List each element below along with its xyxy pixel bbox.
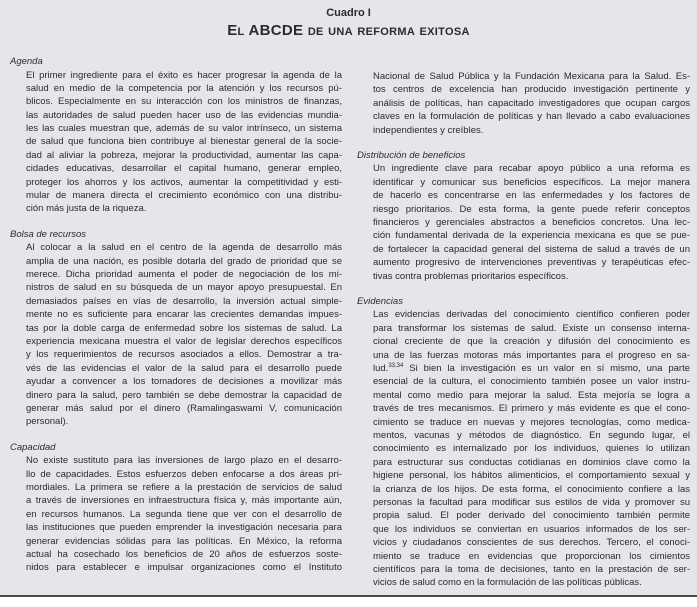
section-body [10, 241, 342, 428]
text-line: claves en la formulación de políticas y han llevado a cabo evaluaciones [373, 111, 690, 123]
box-title [0, 22, 697, 39]
text-line: mentos, vacunas y métodos de diagnóstico. En segundo lugar, el [373, 429, 690, 441]
title-part: de una reforma exitosa [307, 22, 470, 39]
text-line: Nacional de Salud Pública y la Fundación Mexicana para la Salud. Es- [373, 71, 690, 82]
box-label: Cuadro I [326, 7, 371, 19]
text-line: dad al aliviar la pobreza, mejorar la productividad, aumentar las capa- [26, 149, 342, 161]
title-part: El [227, 22, 245, 39]
section-heading: Distribución de beneficios [357, 149, 466, 161]
section-body [357, 308, 690, 589]
text-line: nistros de salud en su búsqueda de un mayor apoyo presupuestal. En [26, 282, 342, 294]
text-line: ción más justa de la riqueza. [26, 203, 147, 215]
text-line: para estructurar sus conductas cotidianas en dominios clave como la [373, 456, 690, 468]
text-fragment: Si bien la investigación es un valor en sí mismo, una parte [403, 363, 690, 375]
text-line: proteger los ahorros y los activos, aumentar la competitividad y esti- [26, 176, 342, 188]
text-line: personal). [26, 416, 69, 428]
text-line: Las evidencias derivadas del conocimiento científico confieren poder [373, 309, 690, 321]
text-line [373, 362, 690, 375]
text-line: blicos. Especialmente en su interacción con los ministros de finanzas, [26, 96, 342, 108]
section-body [10, 454, 342, 575]
text-line: financieros y gerenciales abstractos a beneficios concretos. Una lec- [373, 217, 690, 229]
text-fragment: lud. [373, 363, 389, 375]
text-line: dinero para la salud, pero también se debe demostrar la capacidad de [26, 389, 342, 401]
section-body [10, 69, 342, 216]
title-part: ABCDE [248, 22, 304, 39]
text-line: cimiento se traduce en nuevas y mejores tecnologías, como medica- [373, 416, 690, 428]
section [357, 70, 690, 137]
section-heading: Capacidad [10, 441, 56, 453]
text-line: El primer ingrediente para el éxito es hacer progresar la agenda de la [26, 69, 342, 81]
text-line: generar evidencias sólidas para las políticas. En México, la reforma [26, 535, 342, 547]
section-heading: Bolsa de recursos [10, 228, 87, 240]
text-line: vés de las evidencias el valor de la salud para el desarrollo puede [26, 362, 342, 374]
text-line: ayudar a convencer a los tomadores de decisiones a movilizar más [26, 376, 342, 388]
text-line: de salud que funciona bien contribuye al bienestar general de la socie- [26, 136, 342, 148]
section [10, 228, 342, 429]
text-line: higiene personal, los hábitos alimenticios, el comportamiento sexual y [373, 470, 690, 482]
text-line: riesgo prioritarios. De esta forma, la gente puede referir conceptos [373, 203, 690, 215]
text-line: mental como medio para mejorar la salud. Esta mejoría se logra a [373, 389, 690, 401]
text-line: que los individuos se conviertan en usuarios informados de los ser- [373, 523, 690, 535]
text-line: demasiados países en vías de desarrollo, la inversión actual simple- [26, 295, 342, 307]
text-line: la crianza de los hijos. De esta forma, el conocimiento confiere a las [373, 483, 690, 495]
text-line: científicos para la toma de decisiones, tanto en la prestación de ser- [373, 563, 690, 575]
section-body [357, 70, 690, 137]
citation-superscript: 33,34 [388, 363, 404, 370]
section [10, 441, 342, 575]
text-line: identificar y comunicar sus beneficios específicos. La mejor manera [373, 176, 690, 188]
text-line: conocimiento es internalizado por los individuos, quienes lo utilizan [373, 443, 690, 455]
section-heading: Agenda [10, 56, 43, 67]
text-line: vicios de salud como en la formulación de las políticas públicas. [373, 577, 642, 589]
text-line: través de tres mecanismos. El primero y más evidente es que el cono- [373, 403, 690, 415]
text-line: propia salud. El poder derivado del conocimiento también permite [373, 510, 690, 522]
text-line: las autoridades de salud pueden hacer uso de las evidencias mundia- [26, 109, 342, 121]
text-line: esencial de la cultura, el conocimiento también posee un valor instru- [373, 376, 690, 388]
section-body [357, 162, 690, 283]
text-line: No existe sustituto para las inversiones de largo plazo en el desarro- [26, 455, 342, 467]
text-line: de fortalecer la capacidad general del sistema de salud a través de un [373, 243, 690, 255]
text-line: para transformar los sistemas de salud. Existe un consenso interna- [373, 322, 690, 334]
text-line: Al colocar a la salud en el centro de la agenda de desarrollo más [26, 242, 342, 254]
section [10, 55, 342, 216]
text-line: las instituciones que pueden emprender la investigación necesaria para [26, 522, 342, 534]
text-line: generar más salud por el dinero (Ramalingaswami V, comunicación [26, 402, 342, 414]
right-column [357, 70, 690, 602]
text-line: ción fundamental derivada de la experiencia mexicana es que se pue- [373, 230, 690, 242]
text-line: salud en medio de la competencia por la atención y los recursos pú- [26, 82, 342, 94]
text-line: análisis de políticas, han capacitado investigadores que ocupan cargos [373, 97, 690, 109]
text-line: actual ha cosechado los beneficios de 20 años de esfuerzos soste- [26, 549, 342, 560]
section-heading: Evidencias [357, 295, 403, 307]
text-line: mular de manera directa el crecimiento económico con una distribu- [26, 190, 342, 202]
text-line: cional creciente de que la creación y difusión del conocimiento es [373, 336, 690, 348]
text-line: de hacerlo es concentrarse en las enfermedades y los factores de [373, 190, 690, 202]
text-line: nidos para establecer e impulsar organizaciones como el Instituto [26, 562, 342, 574]
text-line: experiencia mexicana muestra el valor de legislar derechos específicos [26, 336, 342, 348]
text-line: vicios y ciudadanos conscientes de sus derechos. Tercero, el conoci- [373, 537, 690, 549]
text-line: en recursos humanos. La segunda tiene que ver con el desarrollo de [26, 508, 342, 520]
text-line: amplia de una nación, es posible dotarla del grado de prioridad que se [26, 255, 342, 267]
text-line: miento se traduce en evidencias que proporcionan los cimientos [373, 550, 690, 562]
text-line: merece. Dicha prioridad aumenta el poder de negociación de los mi- [26, 269, 342, 281]
text-line: tivas contra problemas prioritarios específicos. [373, 270, 569, 282]
text-line: personas la facultad para modificar sus estilos de vida y promover su [373, 496, 690, 508]
text-line: llo de capacidades. Estos esfuerzos deben enfocarse a dos áreas pri- [26, 468, 342, 480]
text-line: tos centros de excelencia han producido investigación pertinente y [373, 84, 690, 96]
section [357, 149, 690, 283]
text-line: Un ingrediente clave para recabar apoyo público a una reforma es [373, 163, 690, 175]
text-line: independientes y creíbles. [373, 124, 484, 136]
section [357, 295, 690, 590]
text-line: aumento progresivo de intervenciones preventivas y terapéuticas efec- [373, 257, 690, 269]
text-line: y los requerimientos de recursos asociados a ellos. Demostrar a tra- [26, 349, 342, 361]
text-line: cidades educativas, desarrollar el capital humano, generar empleo, [26, 163, 342, 175]
text-line: una de las fuerzas motoras más importantes para el progreso en sa- [373, 349, 690, 361]
text-line: mordiales. La primera se refiere a la prestación de servicios de salud [26, 482, 342, 494]
text-line: a través de inversiones en infraestructura física y, más importante aún, [26, 495, 342, 507]
text-line: les las cuales muestran que, además de su valor intrínseco, un sistema [26, 123, 342, 135]
text-line: mente no es suficiente para encarar las crecientes demandas impues- [26, 309, 342, 321]
left-column [10, 55, 342, 587]
text-line: tas por la doble carga de enfermedad sobre los sistemas de salud. La [26, 322, 342, 334]
